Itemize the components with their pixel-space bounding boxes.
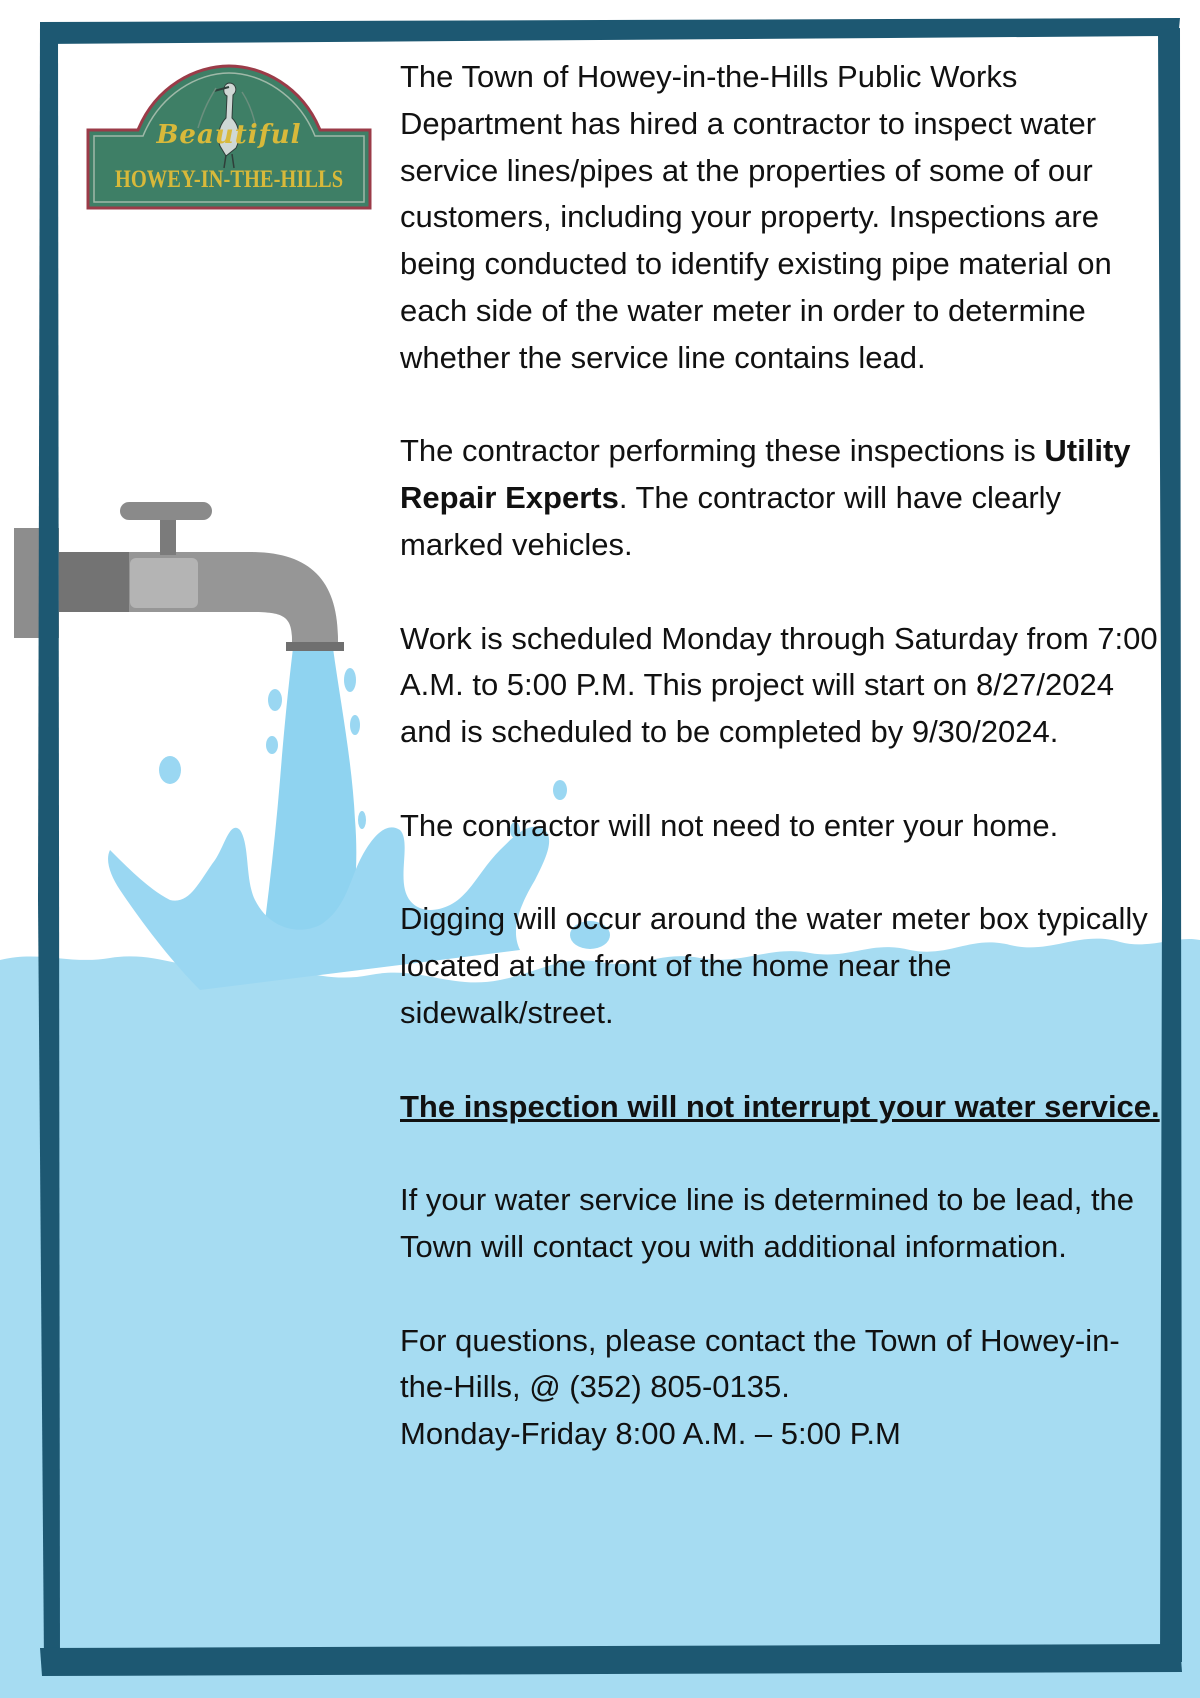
notice-body <box>400 54 1160 1458</box>
logo-town-name: HOWEY-IN-THE-HILLS <box>114 166 344 193</box>
notice-paragraph-schedule: Work is scheduled Monday through Saturday from 7:00 A.M. to 5:00 P.M. This project will start on 8/27/2024 and is scheduled to be completed by 9/30/2024. <box>400 620 1158 750</box>
water-droplet <box>350 715 360 735</box>
notice-paragraph-no-interruption: The inspection will not interrupt your water service. <box>400 1088 1160 1124</box>
contractor-vehicles-text: . The contractor will have clearly marked vehicles. <box>400 480 1062 562</box>
notice-paragraph-no-entry: The contractor will not need to enter your home. <box>400 807 1059 843</box>
water-droplet <box>344 668 356 692</box>
water-droplet <box>268 689 282 711</box>
water-droplet <box>159 756 181 784</box>
notice-paragraph-contractor <box>400 428 1160 568</box>
office-hours-text: Monday-Friday 8:00 A.M. – 5:00 P.M <box>400 1416 901 1452</box>
faucet-icon <box>14 502 344 651</box>
water-droplet <box>266 736 278 754</box>
town-logo <box>86 58 372 210</box>
contractor-intro-text: The contractor performing these inspections is <box>400 433 1045 469</box>
notice-paragraph-lead-followup: If your water service line is determined to be lead, the Town will contact you with additional information. <box>400 1182 1135 1264</box>
contractor-name: Utility Repair Experts <box>400 433 1131 516</box>
contact-text: For questions, please contact the Town of Howey-in-the-Hills, @ (352) 805-0135. <box>400 1322 1120 1405</box>
notice-paragraph-contact <box>400 1318 1160 1458</box>
notice-paragraph-digging: Digging will occur around the water meter box typically located at the front of the home near the sidewalk/street. <box>400 901 1148 1030</box>
water-droplet <box>358 811 366 829</box>
notice-paragraph-intro: The Town of Howey-in-the-Hills Public Works Department has hired a contractor to inspect water service lines/pipes at the properties of some of our customers, including your property. Inspections are being conducted to identify existing pipe material on each side of the water meter in order to determine whether the service line contains lead. <box>400 59 1112 375</box>
logo-script-text: Beautiful <box>156 120 302 150</box>
